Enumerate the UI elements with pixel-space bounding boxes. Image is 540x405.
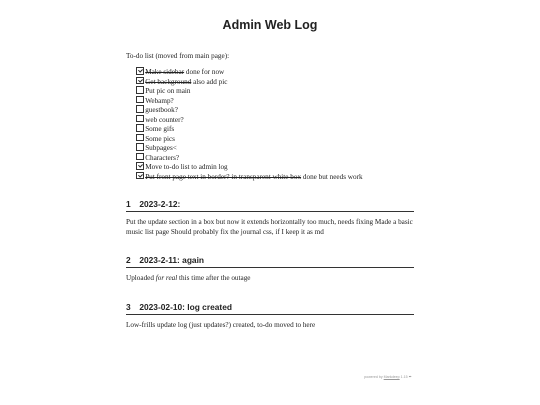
section-heading-2 bbox=[126, 255, 414, 268]
todo-checkbox[interactable] bbox=[136, 172, 144, 180]
section-text-2 bbox=[126, 274, 414, 284]
todo-text: Webamp? bbox=[145, 96, 174, 105]
todo-checkbox[interactable] bbox=[136, 124, 144, 132]
todo-item bbox=[136, 67, 416, 77]
todo-text: Subpages< bbox=[145, 144, 177, 153]
todo-struck-text: Make sidebar bbox=[145, 68, 185, 77]
section-number: 2 bbox=[126, 255, 131, 265]
section-text-part: Uploaded bbox=[126, 274, 156, 282]
todo-item bbox=[136, 86, 416, 96]
footer-version: 1.15 bbox=[399, 375, 408, 379]
section-title: 2023-02-10: log created bbox=[139, 302, 232, 312]
section-title: 2023-2-11: again bbox=[139, 255, 205, 265]
section-heading-3 bbox=[126, 302, 414, 315]
todo-item bbox=[136, 105, 416, 115]
todo-checkbox[interactable] bbox=[136, 105, 144, 113]
footer-prefix: powered by bbox=[364, 375, 384, 379]
todo-item bbox=[136, 124, 416, 134]
section-text-3: Low-frills update log (just updates?) created, to-do moved to here bbox=[126, 321, 316, 329]
todo-struck-text: Put front page text in border? in transparent white box bbox=[145, 172, 302, 181]
todo-list bbox=[136, 67, 416, 181]
section-heading-1 bbox=[126, 199, 414, 212]
footer bbox=[300, 374, 412, 379]
todo-item bbox=[136, 143, 416, 153]
todo-text: Move to-do list to admin log bbox=[145, 163, 228, 172]
pen-icon: ✒ bbox=[408, 374, 412, 379]
todo-text: guestbook? bbox=[145, 106, 178, 115]
todo-item bbox=[136, 96, 416, 106]
todo-text: Some pics bbox=[145, 134, 175, 143]
todo-text: also add pic bbox=[191, 77, 228, 86]
todo-text: web counter? bbox=[145, 115, 184, 124]
todo-checkbox[interactable] bbox=[136, 67, 144, 75]
section-number: 1 bbox=[126, 199, 131, 209]
todo-item bbox=[136, 153, 416, 163]
todo-checkbox[interactable] bbox=[136, 143, 144, 151]
todo-text: Some gifs bbox=[145, 125, 175, 134]
todo-text: Characters? bbox=[145, 153, 180, 162]
todo-text: done for now bbox=[184, 68, 225, 77]
section-text-emphasis: for real bbox=[155, 274, 178, 282]
todo-intro: To-do list (moved from main page): bbox=[126, 52, 230, 60]
todo-item bbox=[136, 172, 416, 182]
todo-checkbox[interactable] bbox=[136, 134, 144, 142]
todo-text: done but needs work bbox=[301, 172, 363, 181]
todo-checkbox[interactable] bbox=[136, 115, 144, 123]
markdeep-link[interactable]: Markdeep bbox=[383, 375, 400, 379]
todo-item bbox=[136, 115, 416, 125]
todo-struck-text: Get background bbox=[145, 77, 192, 86]
todo-checkbox[interactable] bbox=[136, 153, 144, 161]
section-text-1: Put the update section in a box but now it extends horizontally too much, needs fixing Made a basic music list page Should probably fix the journal css, if I keep it as md bbox=[126, 218, 413, 236]
todo-checkbox[interactable] bbox=[136, 77, 144, 85]
todo-checkbox[interactable] bbox=[136, 86, 144, 94]
section-text-part: this time after the outage bbox=[177, 274, 251, 282]
page-title: Admin Web Log bbox=[222, 18, 318, 32]
todo-text: Put pic on main bbox=[145, 87, 191, 96]
todo-item bbox=[136, 134, 416, 144]
todo-item bbox=[136, 162, 416, 172]
section-title: 2023-2-12: bbox=[139, 199, 181, 209]
section-number: 3 bbox=[126, 302, 131, 312]
todo-checkbox[interactable] bbox=[136, 96, 144, 104]
todo-checkbox[interactable] bbox=[136, 162, 144, 170]
todo-item bbox=[136, 77, 416, 87]
